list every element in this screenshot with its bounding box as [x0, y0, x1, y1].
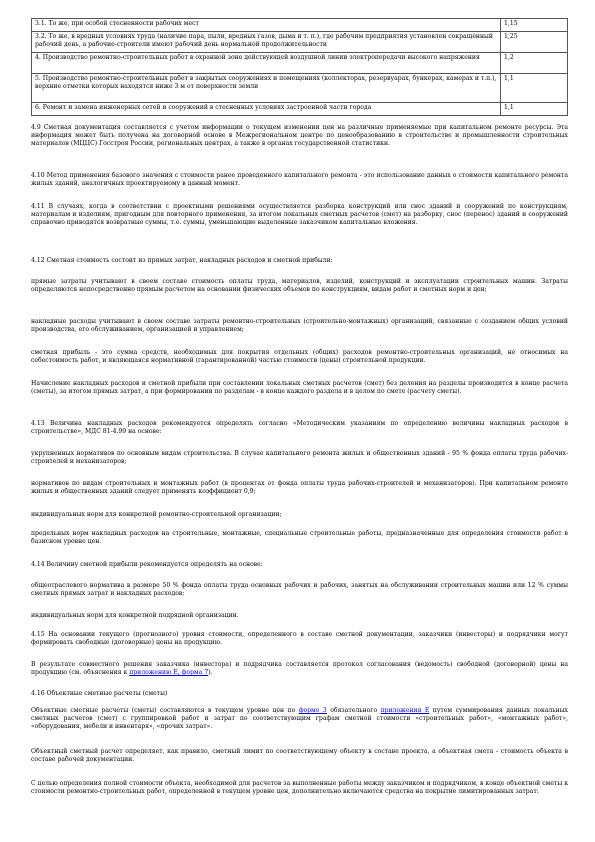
table-cell-text: 5. Производство ремонтно-строительных работ в закрытых сооружениях и помещениях (коллекторах, резервуарах, бункерах, камерах и т.п.), верхние отметки которых находятся ниже 3 м от поверхности земли	[32, 74, 501, 103]
table-cell-text: 6. Ремонт и замена инженерных сетей и сооружений в стесненных условиях застроенной части города	[32, 103, 501, 116]
paragraph-4-12-overheads: накладные расходы учитывают в своем составе затраты ремонтно-строительных (строительно-монтажных) организаций, связанные с созданием общих условий производства, его обслуживанием, организацией и управлением;	[31, 318, 568, 334]
table-row	[32, 74, 568, 103]
table-row	[32, 53, 568, 74]
table-cell-value: 1,1	[501, 74, 568, 103]
paragraph-4-14-sector: общеотраслевого норматива в размере 50 % фонда оплаты труда основных рабочих и рабочих, занятых на обслуживании строительных машин или 12 % суммы сметных прямых затрат и накладных расходов;	[31, 582, 568, 598]
paragraph-4-13-individual: индивидуальных норм для конкретной ремонтно-строительной организации;	[31, 511, 282, 518]
paragraph-4-12-accrual: Начисление накладных расходов и сметной прибыли при составлении локальных сметных расчетов (смет) без деления на разделы производится в конце расчета (сметы), за итогом прямых затрат, а при формировании по разделам - в конце каждого раздела и в целом по смете (расчету сметы).	[31, 380, 568, 396]
paragraph-4-16-object-estimates	[31, 707, 568, 732]
paragraph-4-14-individual: индивидуальных норм для конкретной подрядной организации.	[31, 612, 239, 619]
paragraph-4-16: 4.16 Объектные сметные расчеты (сметы)	[31, 690, 168, 697]
table-cell-value: 1,25	[501, 32, 568, 53]
table-row	[32, 103, 568, 116]
table-row	[32, 19, 568, 32]
table-cell-value: 1,15	[501, 19, 568, 32]
table-cell-text: 3.2. То же, в вредных условиях труда (наличие пара, пыли, вредных газов, дыма и т. п.), где рабочим предприятия установлен сокращенный рабочий день, а рабочие-строители имеют рабочий день нормальной продолжительности	[32, 32, 501, 53]
paragraph-4-12-profit: сметная прибыль - это сумма средств, необходимых для покрытия отдельных (общих) расходов ремонтно-строительных организаций, не относимых на себестоимость работ, и являющаяся нормативной (гарантированной) частью стоимости (цены) строительной продукции.	[31, 349, 568, 365]
table-cell-value: 1,1	[501, 103, 568, 116]
appendix-e-form-7-link[interactable]: приложению Е, форма 7	[129, 669, 209, 677]
table-row	[32, 32, 568, 53]
paragraph-4-13: 4.13 Величина накладных расходов рекомендуется определять согласно «Методическим указаниям по определению величины накладных расходов в строительстве», МДС 81-4.99 на основе:	[31, 420, 568, 436]
paragraph-4-15: 4.15 На основании текущего (прогнозного) уровня стоимости, определенного в составе сметной документации, заказчики (инвесторы) и подрядчики могут формировать свободные (договорные) цены на продукцию.	[31, 631, 568, 647]
paragraph-4-9: 4.9 Сметная документация составляется с учетом информации о текущем изменении цен на различные применяемые при капитальном ремонте ресурсы. Эта информация может быть получена на договорной основе в Межрегиональном центре по ценообразованию в строительстве и промышленности строительных материалов (МЦЦС) Госстроя России, региональных центрах, а также в органах государственной статистики.	[31, 124, 568, 148]
table-cell-text: 3.1. То же, при особой стесненности рабочих мест	[32, 19, 501, 32]
table-cell-value: 1,2	[501, 53, 568, 74]
coefficient-table	[31, 18, 568, 116]
paragraph-4-16-full-cost: С целью определения полной стоимости объекта, необходимой для расчетов за выполненные работы между заказчиком и подрядчиком, в конце объектной сметы к стоимости ремонтно-строительных работ, определенной в текущем уровне цен, дополнительно включаются средства на покрытие лимитированных затрат:	[31, 780, 568, 796]
paragraph-text: путем суммирования данных локальных сметных расчетов (смет) с группировкой работ и затрат по соответствующим графам сметной стоимости «строительных работ», «монтажных работ», «оборудования, мебели и инвентаря», «прочих затрат».	[31, 707, 568, 731]
paragraph-4-14: 4.14 Величину сметной прибыли рекомендуется определять на основе:	[31, 561, 263, 568]
paragraph-4-10: 4.10 Метод применения базового значения с стоимости ранее проведенного капитального ремонта - это использование данных о стоимости капитального ремонта жилых зданий, аналогичных проектируемому в данный момент.	[31, 172, 568, 188]
paragraph-4-13-limit: предельных норм накладных расходов на строительные, монтажные, специальные строительные работы, предназначенные для определения стоимости работ в базисном уровне цен.	[31, 530, 568, 546]
appendix-e-link[interactable]: приложения Е	[380, 707, 430, 714]
paragraph-text: ).	[208, 669, 213, 677]
paragraph-4-13-by-type: нормативов по видам строительных и монтажных работ (в процентах от фонда оплаты труда рабочих-строителей и механизаторов). При капитальном ремонте жилых и общественных зданий следует применять коэффициент 0,9;	[31, 480, 568, 496]
paragraph-4-12: 4.12 Сметная стоимость состоит из прямых затрат, накладных расходов и сметной прибыли:	[31, 257, 333, 264]
paragraph-text: обязательного	[326, 707, 381, 714]
paragraph-text: В результате совместного решения заказчика (инвестора) и подрядчика составляется протокол согласования (ведомость) свободной (договорной) цены на продукцию (см. объяснения к	[31, 661, 568, 677]
paragraph-4-13-aggregate: укрупненных нормативов по основным видам строительства. В случае капитального ремонта жилых и общественных зданий - 95 % фонда оплаты труда рабочих-строителей и механизаторов;	[31, 450, 568, 466]
paragraph-4-15-protocol	[31, 661, 568, 677]
paragraph-text: Объектные сметные расчеты (сметы) составляются в текущем уровне цен по	[31, 707, 299, 714]
paragraph-4-11: 4.11 В случаях, когда в соответствии с проектными решениями осуществляется разборка конструкций или снос зданий и сооружений по конструкциям, материалам и изделиям, пригодным для повторного применения, за итогом локальных сметных расчетов (смет) на разборку, снос (перенос) зданий и сооружений справочно приводятся возвратные суммы, т.е. суммы, уменьшающие выделенные заказчиком капитальные вложения.	[31, 203, 568, 227]
paragraph-4-12-direct-costs: прямые затраты учитывают в своем составе стоимость оплаты труда, материалов, изделий, конструкций и эксплуатации строительных машин. Затраты определяются непосредственно прямым расчетом на основании физических объемов по конструкциям, видам работ и сметных норм и цен;	[31, 278, 568, 294]
table-cell-text: 4. Производство ремонтно-строительных работ в охранной зоне действующей воздушной линии электропередачи высокого напряжения	[32, 53, 501, 74]
paragraph-4-16-object-calc: Объектный сметный расчет определяет, как правило, сметный лимит по соответствующему объекту в составе проекта, а объектная смета - стоимость объекта в составе рабочей документации.	[31, 748, 568, 764]
form-3-link[interactable]: форме 3	[298, 707, 327, 714]
